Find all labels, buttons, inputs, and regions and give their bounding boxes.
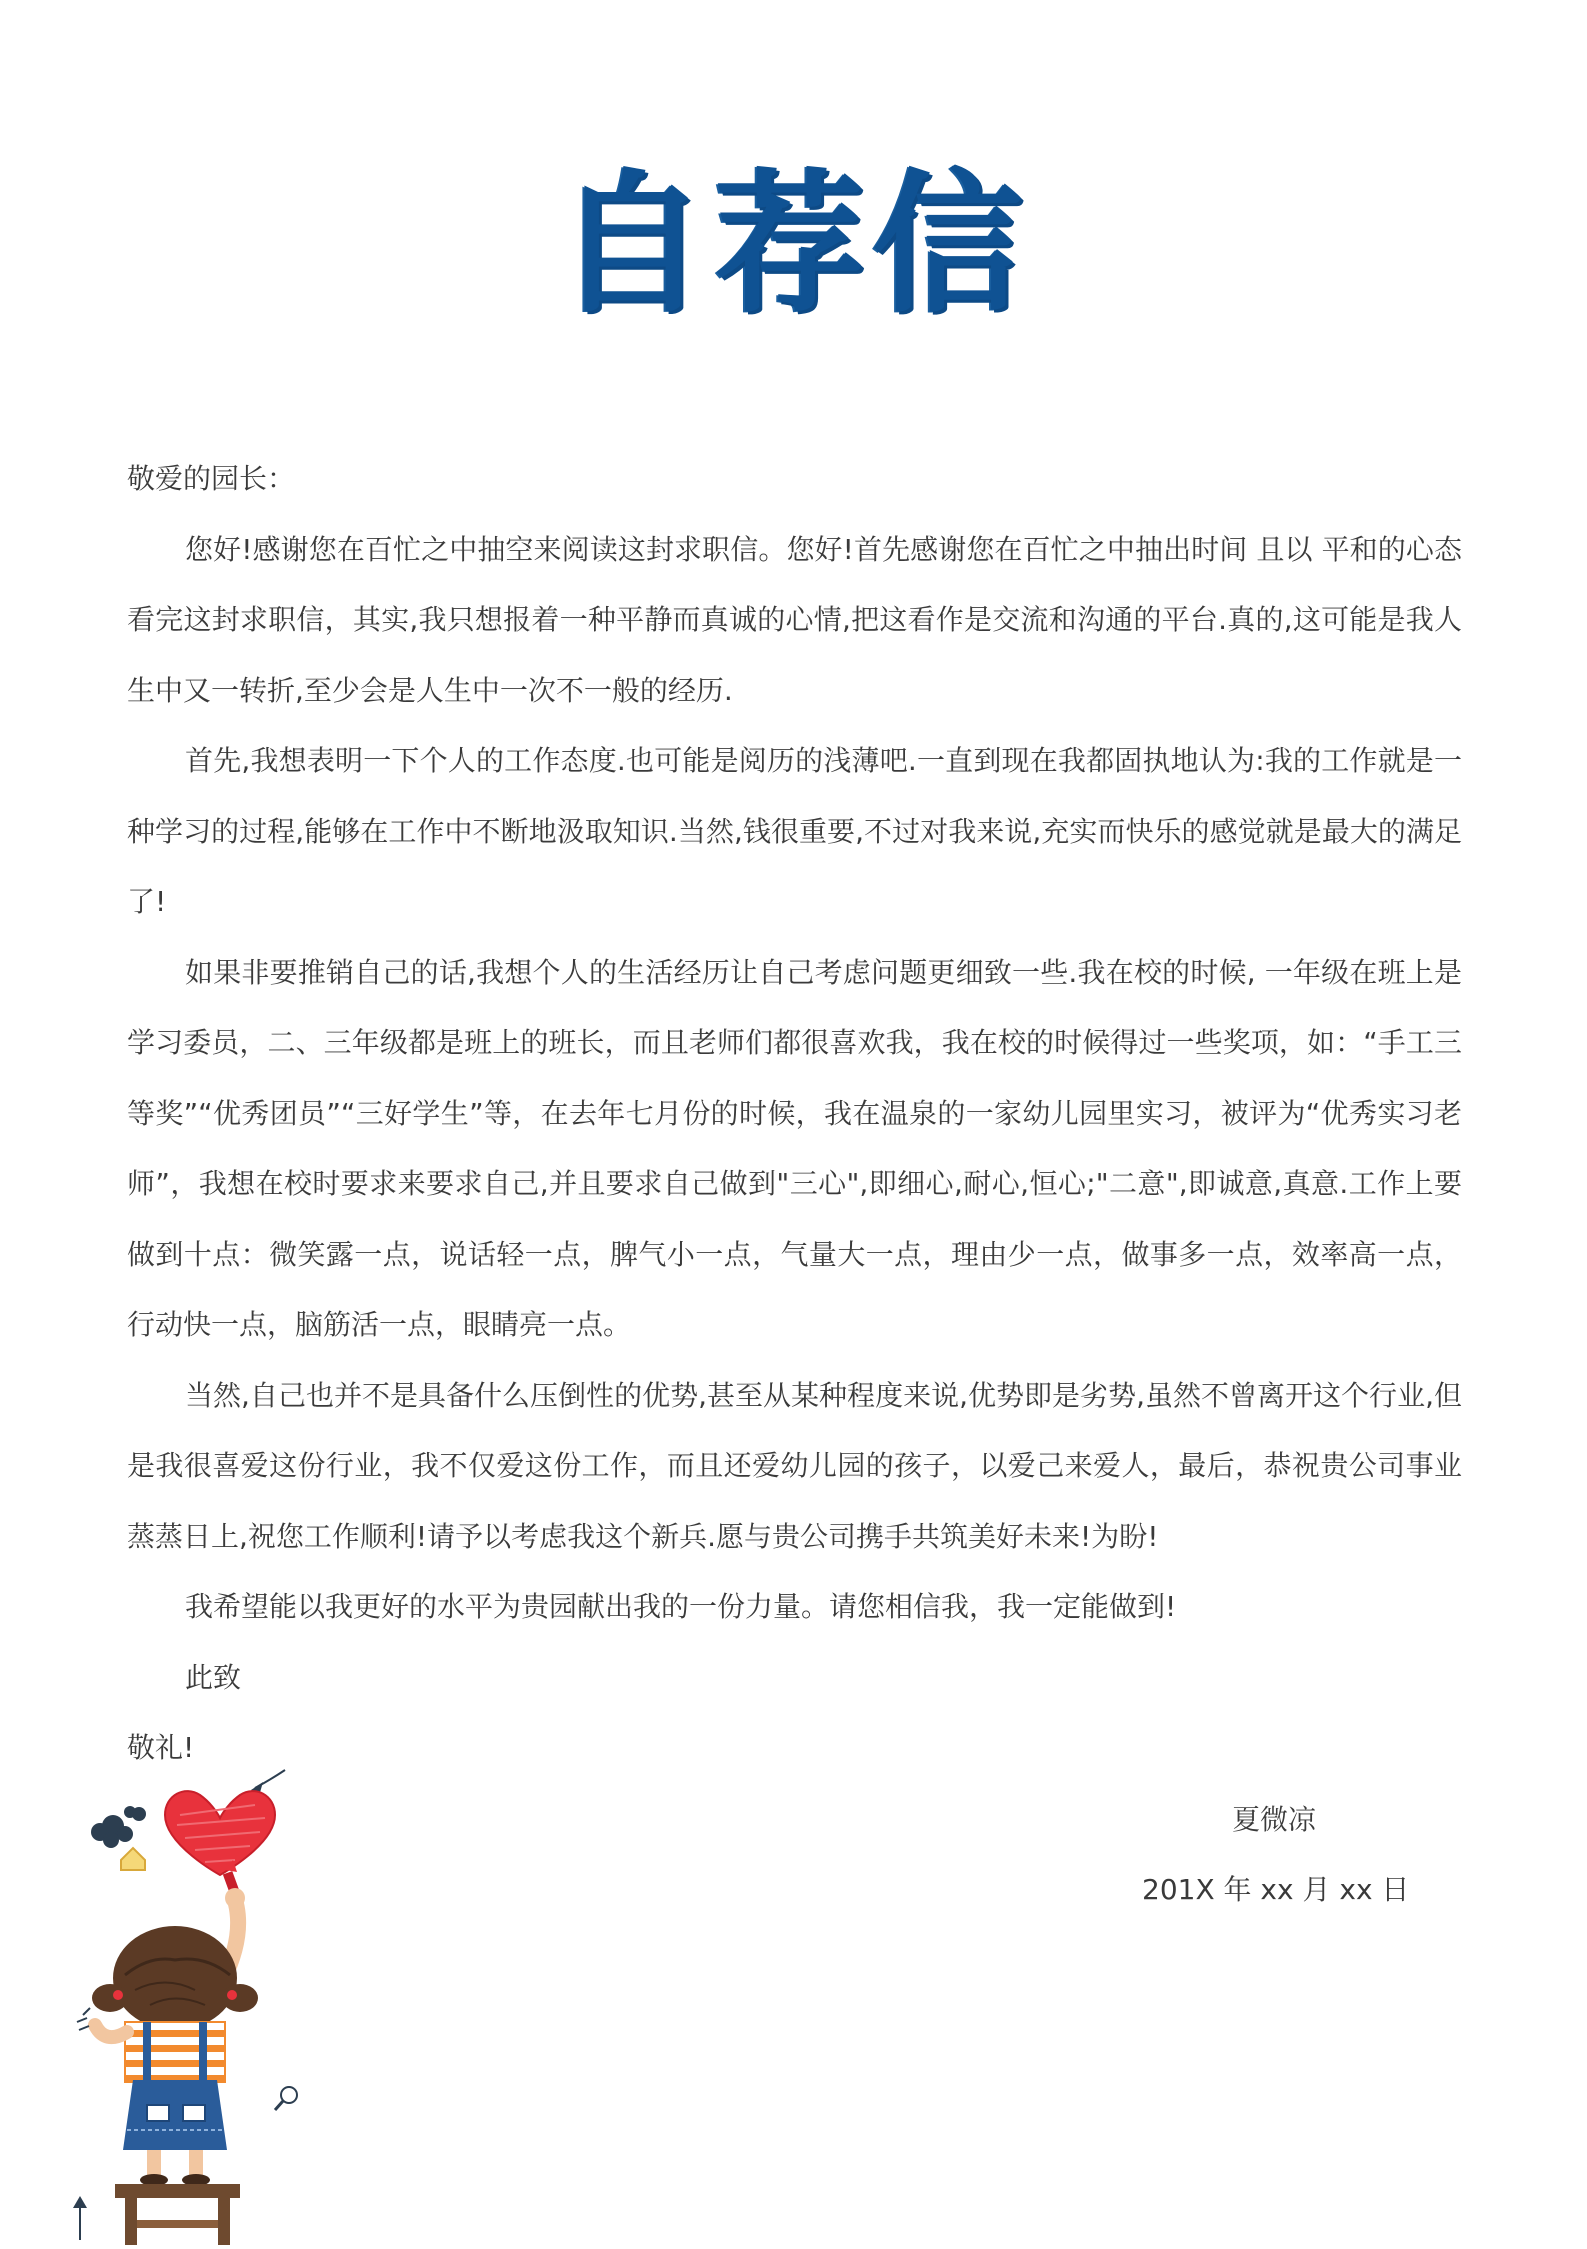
paragraph-1: 您好!感谢您在百忙之中抽空来阅读这封求职信。您好!首先感谢您在百忙之中抽出时间 且以 平和的心态看完这封求职信，其实,我只想报着一种平静而真诚的心情,把这看作是交流和沟通的平台.真的,这可能是我人生中又一转折,至少会是人生中一次不一般的经历. [127,532,1462,707]
paragraph-3: 如果非要推销自己的话,我想个人的生活经历让自己考虑问题更细致一些.我在校的时候, 一年级在班上是学习委员，二、三年级都是班上的班长，而且老师们都很喜欢我，我在校的时候得过一些奖项，如：“手工三等奖”“优秀团员”“三好学生”等，在去年七月份的时候，我在温泉的一家幼儿园里实习，被评为“优秀实习老师”，我想在校时要求来要求自己,并且要求自己做到"三心",即细心,耐心,恒心;"二意",即诚意,真意.工作上要做到十点：微笑露一点，说话轻一点，脾气小一点，气量大一点，理由少一点，做事多一点，效率高一点，行动快一点，脑筋活一点，眼睛亮一点。 [127,955,1462,1341]
title-container [0,156,1587,334]
girl-drawing-heart-illustration [55,1760,315,2245]
paragraph-5: 我希望能以我更好的水平为贵园献出我的一份力量。请您相信我，我一定能做到! [185,1590,1177,1623]
magnifier-doodle-icon [275,2087,297,2110]
signature-name: 夏微凉 [1232,1803,1317,1836]
paragraph-4: 当然,自己也并不是具备什么压倒性的优势,甚至从某种程度来说,优势即是劣势,虽然不曾离开这个行业,但是我很喜爱这份行业，我不仅爱这份工作，而且还爱幼儿园的孩子，以爱己来爱人，最后，恭祝贵公司事业蒸蒸日上,祝您工作顺利!请予以考虑我这个新兵.愿与贵公司携手共筑美好未来!为盼! [127,1378,1462,1553]
illustration-svg [55,1760,315,2245]
girl-body [123,2022,227,2150]
girl-legs [140,2150,210,2186]
house-doodle-icon [121,1848,145,1870]
signature-date: 201X 年 xx 月 xx 日 [1142,1873,1410,1906]
heart-icon [165,1791,275,1875]
cloud-doodle-icon [91,1806,146,1848]
letter-body [127,444,1462,1784]
girl-left-arm [77,2008,127,2037]
closing-salute: 敬礼! [127,1731,195,1764]
arrow-up-doodle-icon [73,2196,87,2240]
page-title: 自荐信 [556,156,1031,334]
paragraph-2: 首先,我想表明一下个人的工作态度.也可能是阅历的浅薄吧.一直到现在我都固执地认为:我的工作就是一种学习的过程,能够在工作中不断地汲取知识.当然,钱很重要,不过对我来说,充实而快乐的感觉就是最大的满足了! [127,744,1462,918]
salutation: 敬爱的园长： [127,462,296,495]
closing-respectfully: 此致 [185,1660,242,1694]
stool [115,2184,240,2245]
